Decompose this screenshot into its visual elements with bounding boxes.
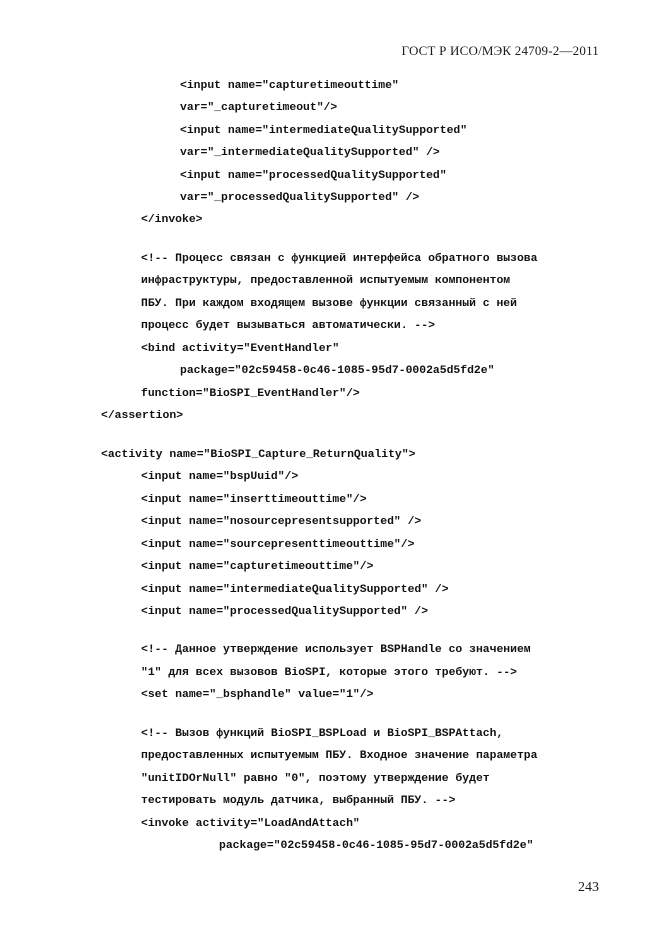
code-line: </assertion> xyxy=(101,410,184,422)
code-line: <input name="capturetimeouttime"/> xyxy=(141,561,374,573)
code-line: <input name="processedQualitySupported" xyxy=(180,170,447,182)
code-line: package="02c59458-0c46-1085-95d7-0002a5d5fd2e" xyxy=(180,365,495,377)
code-line: </invoke> xyxy=(141,214,203,226)
code-line: function="BioSPI_EventHandler"/> xyxy=(141,388,360,400)
code-comment-line: ПБУ. При каждом входящем вызове функции связанный с ней xyxy=(141,298,517,310)
code-line: package="02c59458-0c46-1085-95d7-0002a5d5fd2e" xyxy=(219,840,534,852)
code-line: <input name="inserttimeouttime"/> xyxy=(141,494,367,506)
code-line: <input name="processedQualitySupported" /> xyxy=(141,606,429,618)
code-line: <input name="sourcepresenttimeouttime"/> xyxy=(141,539,415,551)
code-comment-line: предоставленных испытуемым ПБУ. Входное значение параметра xyxy=(141,750,538,762)
code-comment-line: <!-- Процесс связан с функцией интерфейса обратного вызова xyxy=(141,253,538,265)
code-comment-line: процесс будет вызываться автоматически. --> xyxy=(141,320,435,332)
code-comment-line: <!-- Вызов функций BioSPI_BSPLoad и BioSPI_BSPAttach, xyxy=(141,728,504,740)
code-line: <activity name="BioSPI_Capture_ReturnQuality"> xyxy=(101,449,416,461)
code-line: <bind activity="EventHandler" xyxy=(141,343,340,355)
code-line: var="_processedQualitySupported" /> xyxy=(180,192,420,204)
code-line: <input name="capturetimeouttime" xyxy=(180,80,399,92)
code-comment-line: "1" для всех вызовов BioSPI, которые этого требуют. --> xyxy=(141,667,517,679)
code-line: <invoke activity="LoadAndAttach" xyxy=(141,818,360,830)
code-comment-line: "unitIDOrNull" равно "0", поэтому утверждение будет xyxy=(141,773,490,785)
code-line: <set name="_bsphandle" value="1"/> xyxy=(141,689,374,701)
code-line: var="_intermediateQualitySupported" /> xyxy=(180,147,440,159)
code-comment-line: инфраструктуры, предоставленной испытуемым компонентом xyxy=(141,275,511,287)
code-comment-line: <!-- Данное утверждение использует BSPHandle со значением xyxy=(141,644,531,656)
code-line: var="_capturetimeout"/> xyxy=(180,102,338,114)
code-comment-line: тестировать модуль датчика, выбранный ПБУ. --> xyxy=(141,795,456,807)
code-line: <input name="intermediateQualitySupported" /> xyxy=(141,584,449,596)
code-line: <input name="nosourcepresentsupported" /> xyxy=(141,516,422,528)
page-number: 243 xyxy=(578,880,599,895)
document-header: ГОСТ Р ИСО/МЭК 24709-2—2011 xyxy=(401,43,599,58)
code-line: <input name="bspUuid"/> xyxy=(141,471,299,483)
code-line: <input name="intermediateQualitySupported" xyxy=(180,125,468,137)
